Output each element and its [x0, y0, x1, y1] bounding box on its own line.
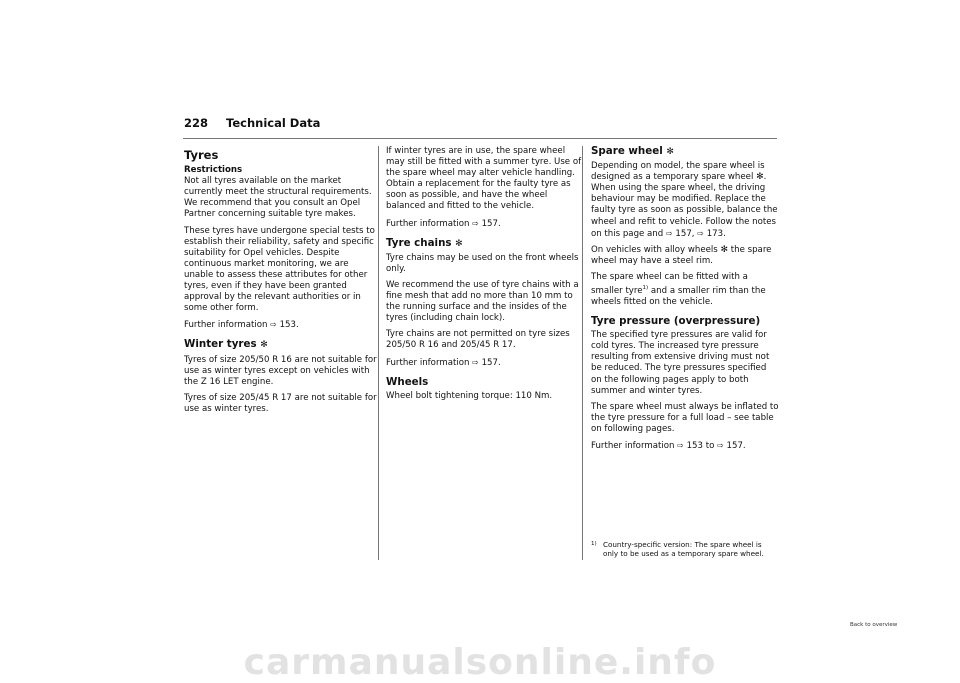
page-ref-link[interactable]: 157. — [726, 441, 746, 452]
page-title: Technical Data — [226, 116, 321, 130]
section-heading-spare-wheel: Spare wheel ✻ — [591, 145, 674, 157]
column-divider — [582, 146, 583, 560]
snowflake-star-icon: ✻ — [666, 147, 674, 157]
arrow-ref-icon: ⇨ — [472, 218, 479, 228]
snowflake-star-icon: ✻ — [455, 238, 463, 249]
paragraph: The specified tyre pressures are valid for cold tyres. The increased tyre pressure resulting from extensive driving must not be reduced. The tyre pressures specified on the following pages apply to both summer and winter tyres. — [591, 330, 770, 396]
paragraph: The spare wheel can be fitted with a smaller tyre$^{1)}$ and a smaller rim than the wheels fitted on the vehicle. — [591, 271, 766, 307]
snowflake-star-icon: ✻ — [720, 244, 729, 255]
footnote-marker: 1) — [591, 541, 597, 547]
paragraph: Tyres of size 205/45 R 17 are not suitable for use as winter tyres. — [184, 392, 377, 414]
page-ref-link[interactable]: 173. — [706, 228, 726, 239]
page-ref-link[interactable]: 157. — [481, 357, 501, 368]
page-header — [184, 116, 320, 130]
restrictions-heading: Restrictions — [184, 165, 243, 176]
snowflake-star-icon: ✻ — [260, 340, 268, 351]
column-1 — [184, 146, 380, 420]
watermark: carmanualsonline.info — [243, 642, 717, 683]
arrow-ref-icon: ⇨ — [270, 320, 277, 330]
paragraph: Tyres of size 205/50 R 16 are not suitable for use as winter tyres except on vehicles with the Z 16 LET engine. — [184, 354, 377, 387]
section-heading-tyre-pressure: Tyre pressure (overpressure) — [591, 315, 761, 328]
further-info: Further information ⇨ 153. — [184, 320, 299, 331]
section-heading-tyre-chains: Tyre chains ✻ — [386, 236, 463, 249]
page-ref-link[interactable]: 153. — [279, 320, 299, 331]
page-number: 228 — [184, 116, 209, 130]
paragraph: Tyre chains may be used on the front wheels only. — [386, 252, 579, 274]
paragraph: On vehicles with alloy wheels ✻ the spare wheel may have a steel rim. — [591, 244, 772, 266]
further-info: Further information ⇨ 153 to ⇨ 157. — [591, 441, 746, 452]
paragraph: The spare wheel must always be inflated to the tyre pressure for a full load – see table on following pages. — [591, 401, 779, 434]
back-to-overview-link[interactable]: Back to overview — [850, 622, 898, 628]
page-ref-link[interactable]: 157. — [481, 218, 501, 229]
paragraph: We recommend the use of tyre chains with a fine mesh that add no more than 10 mm to the running surface and the insides of the tyres (including chain lock). — [386, 279, 579, 324]
page-ref-link[interactable]: 157, — [675, 228, 695, 239]
paragraph: Tyre chains are not permitted on tyre sizes 205/50 R 16 and 205/45 R 17. — [386, 329, 570, 351]
footnote-ref: 1) — [642, 285, 649, 292]
paragraph: Wheel bolt tightening torque: 110 Nm. — [386, 390, 553, 401]
arrow-ref-icon: ⇨ — [677, 441, 684, 451]
arrow-ref-icon: ⇨ — [472, 357, 479, 367]
section-heading-wheels: Wheels — [386, 375, 429, 388]
page-ref-link[interactable]: 153 to — [686, 441, 715, 452]
footnote-text: Country-specific version: The spare wheel is only to be used as a temporary spare wheel. — [602, 540, 764, 558]
paragraph: These tyres have undergone special tests to establish their reliability, safety and specific suitability for Opel vehicles. Despite continuous market monitoring, we are unable to assess these attributes for other tyres, even if they have been granted approval by the relevant authorities or in some other form. — [184, 225, 375, 314]
column-2 — [386, 146, 582, 407]
paragraph: Not all tyres available on the market currently meet the structural requirements. We recommend that you consult an Opel Partner concerning suitable tyre makes. — [184, 176, 372, 220]
further-info: Further information ⇨ 157. — [386, 357, 501, 368]
column-3 — [591, 146, 779, 457]
arrow-ref-icon: ⇨ — [717, 441, 724, 451]
header-rule — [183, 138, 777, 139]
paragraph: If winter tyres are in use, the spare wheel may still be fitted with a summer tyre. Use of the spare wheel may alter vehicle handling. Obtain a replacement for the faulty tyre as soon as possible, and have the wheel balanced and fitted to the vehicle. — [386, 146, 582, 212]
paragraph: Depending on model, the spare wheel is designed as a temporary spare wheel ✻. When using the spare wheel, the driving behaviour may be modified. Replace the faulty tyre as soon as possible, balance the wheel and refit to vehicle. Follow the notes on this page and ⇨ 157, ⇨ 173. — [591, 161, 778, 239]
arrow-ref-icon: ⇨ — [665, 228, 673, 238]
further-info: Further information ⇨ 157. — [386, 218, 501, 229]
snowflake-star-icon: ✻ — [756, 172, 764, 183]
arrow-ref-icon: ⇨ — [697, 228, 704, 238]
section-heading-tyres: Tyres — [184, 148, 219, 162]
footnote — [591, 540, 781, 558]
section-heading-winter-tyres: Winter tyres ✻ — [184, 338, 268, 351]
